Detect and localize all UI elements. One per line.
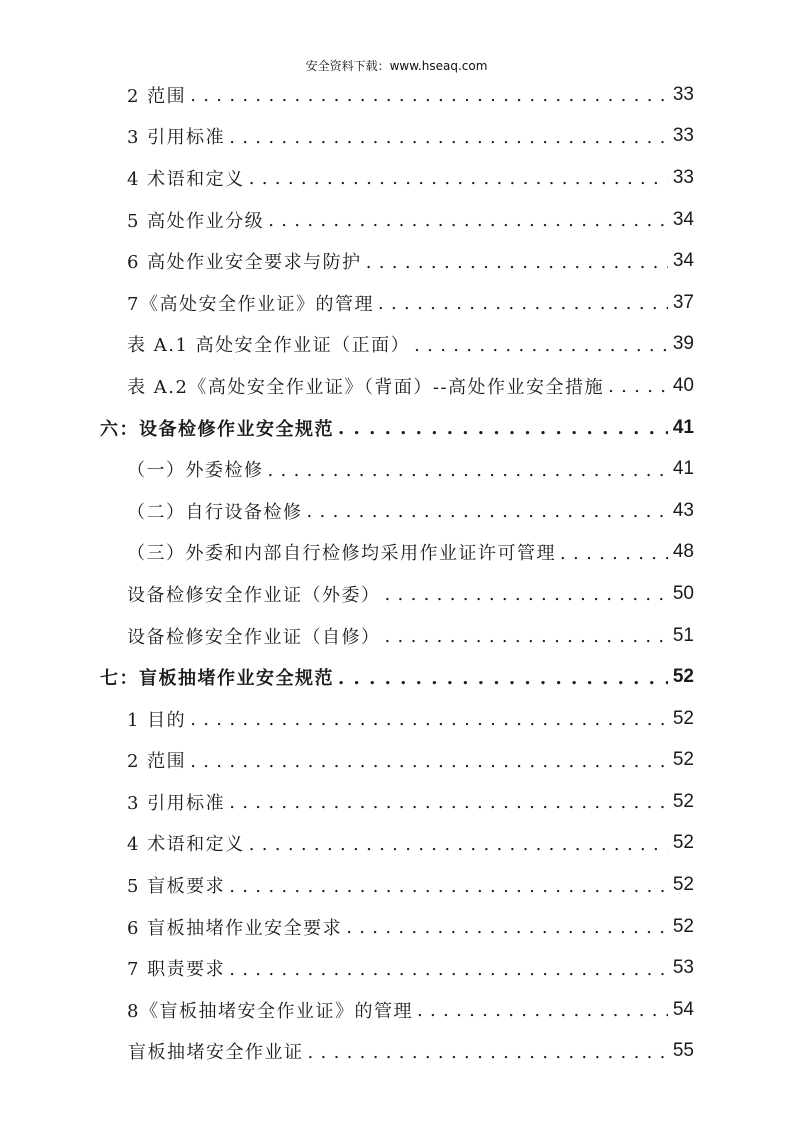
toc-entry-page: 34: [672, 208, 694, 230]
toc-entry-page: 40: [672, 374, 694, 396]
toc-section-page: 41: [672, 416, 694, 438]
dot-leader: [190, 751, 668, 772]
toc-entry-page: 34: [672, 250, 694, 272]
toc-entry[interactable]: [0, 240, 793, 282]
toc-entry[interactable]: [0, 365, 793, 407]
toc-entry[interactable]: [0, 740, 793, 782]
toc-entry-page: 52: [672, 707, 694, 729]
toc-entry-title: 3 引用标准: [127, 127, 226, 149]
toc-entry-page: 48: [672, 541, 694, 563]
toc-entry[interactable]: [0, 989, 793, 1031]
toc-entry-page: 41: [672, 458, 694, 480]
toc-entry-title: 5 盲板要求: [127, 876, 226, 898]
toc-entry-title: 盲板抽堵安全作业证: [128, 1042, 304, 1064]
dot-leader: [338, 418, 668, 439]
toc-entry-title: 8《盲板抽堵安全作业证》的管理: [127, 1000, 413, 1022]
toc-entry-page: 43: [672, 499, 694, 521]
toc-entry[interactable]: [0, 781, 793, 823]
toc-entry-page: 50: [672, 582, 694, 604]
toc-entry-title: 设备检修安全作业证（自修）: [127, 626, 381, 648]
dot-leader: [190, 709, 668, 730]
toc-entry-title: 7《高处安全作业证》的管理: [127, 293, 374, 315]
toc-entry-title: （二）自行设备检修: [127, 501, 303, 523]
toc-entry-title: 6 盲板抽堵作业安全要求: [127, 917, 343, 939]
dot-leader: [190, 85, 668, 106]
dot-leader: [249, 168, 668, 189]
toc-entry[interactable]: [0, 1031, 793, 1073]
toc-entry-title: 3 引用标准: [127, 792, 226, 814]
toc-entry-title: 设备检修安全作业证（外委）: [127, 584, 381, 606]
toc-entry-page: 33: [672, 166, 694, 188]
dot-leader: [229, 792, 668, 813]
toc-entry-page: 52: [672, 832, 694, 854]
toc-entry[interactable]: [0, 116, 793, 158]
toc-entry-page: 39: [672, 333, 694, 355]
toc-entry-page: 37: [672, 291, 694, 313]
toc-entry-title: 1 目的: [127, 709, 187, 731]
dot-leader: [417, 1000, 668, 1021]
toc-entry-page: 54: [672, 998, 694, 1020]
dot-leader: [338, 668, 668, 689]
dot-leader: [307, 501, 669, 522]
dot-leader: [560, 543, 668, 564]
toc-entry-title: （一）外委检修: [127, 460, 264, 482]
toc-entry-title: 5 高处作业分级: [127, 210, 265, 232]
toc-entry[interactable]: [0, 615, 793, 657]
toc-entry[interactable]: [0, 324, 793, 366]
dot-leader: [249, 834, 668, 855]
dot-leader: [346, 917, 668, 938]
toc-entry-page: 55: [672, 1040, 694, 1062]
dot-leader: [229, 876, 668, 897]
dot-leader: [229, 127, 668, 148]
toc-entry[interactable]: [0, 532, 793, 574]
toc-entry[interactable]: [0, 823, 793, 865]
toc-entry-page: 52: [672, 790, 694, 812]
toc-entry[interactable]: [0, 947, 793, 989]
toc-entry[interactable]: [0, 698, 793, 740]
toc-entry-page: 52: [672, 874, 694, 896]
dot-leader: [229, 959, 668, 980]
toc-entry-title: 表 A.1 高处安全作业证（正面）: [127, 335, 411, 357]
toc-entry[interactable]: [0, 906, 793, 948]
dot-leader: [414, 335, 668, 356]
toc-entry-title: 2 范围: [127, 85, 187, 107]
toc-section-heading[interactable]: [0, 656, 793, 698]
toc-entry-title: 2 范围: [127, 751, 187, 773]
toc-section-page: 52: [672, 666, 694, 688]
toc-entry-page: 52: [672, 749, 694, 771]
toc-entry-title: 6 高处作业安全要求与防护: [127, 252, 362, 274]
toc-entry[interactable]: [0, 864, 793, 906]
toc-entry[interactable]: [0, 573, 793, 615]
toc-entry-page: 51: [672, 624, 694, 646]
toc-entry-title: 表 A.2《高处安全作业证》（背面）--高处作业安全措施: [127, 376, 605, 398]
toc-section-heading[interactable]: [0, 407, 793, 449]
dot-leader: [385, 584, 669, 605]
toc-entry[interactable]: [0, 282, 793, 324]
dot-leader: [268, 460, 669, 481]
page-header: 安全资料下载：www.hseaq.com: [305, 59, 488, 73]
dot-leader: [378, 293, 668, 314]
toc-entry-title: 7 职责要求: [127, 959, 226, 981]
toc-section-title: 七：盲板抽堵作业安全规范: [100, 668, 334, 690]
toc-entry-title: 4 术语和定义: [127, 168, 245, 190]
toc-entry[interactable]: [0, 448, 793, 490]
toc-entry[interactable]: [0, 199, 793, 241]
dot-leader: [385, 626, 669, 647]
dot-leader: [308, 1042, 669, 1063]
toc-entry-page: 33: [672, 125, 694, 147]
toc-section-title: 六：设备检修作业安全规范: [100, 418, 334, 440]
toc-entry-page: 33: [672, 83, 694, 105]
dot-leader: [608, 376, 668, 397]
toc-entry[interactable]: [0, 74, 793, 116]
toc-entry[interactable]: [0, 490, 793, 532]
toc-entry-page: 53: [672, 957, 694, 979]
toc-entry[interactable]: [0, 157, 793, 199]
dot-leader: [268, 210, 668, 231]
dot-leader: [366, 252, 668, 273]
toc-entry-page: 52: [672, 915, 694, 937]
toc-entry-title: 4 术语和定义: [127, 834, 245, 856]
table-of-contents: [0, 74, 793, 1072]
toc-entry-title: （三）外委和内部自行检修均采用作业证许可管理: [127, 543, 556, 565]
